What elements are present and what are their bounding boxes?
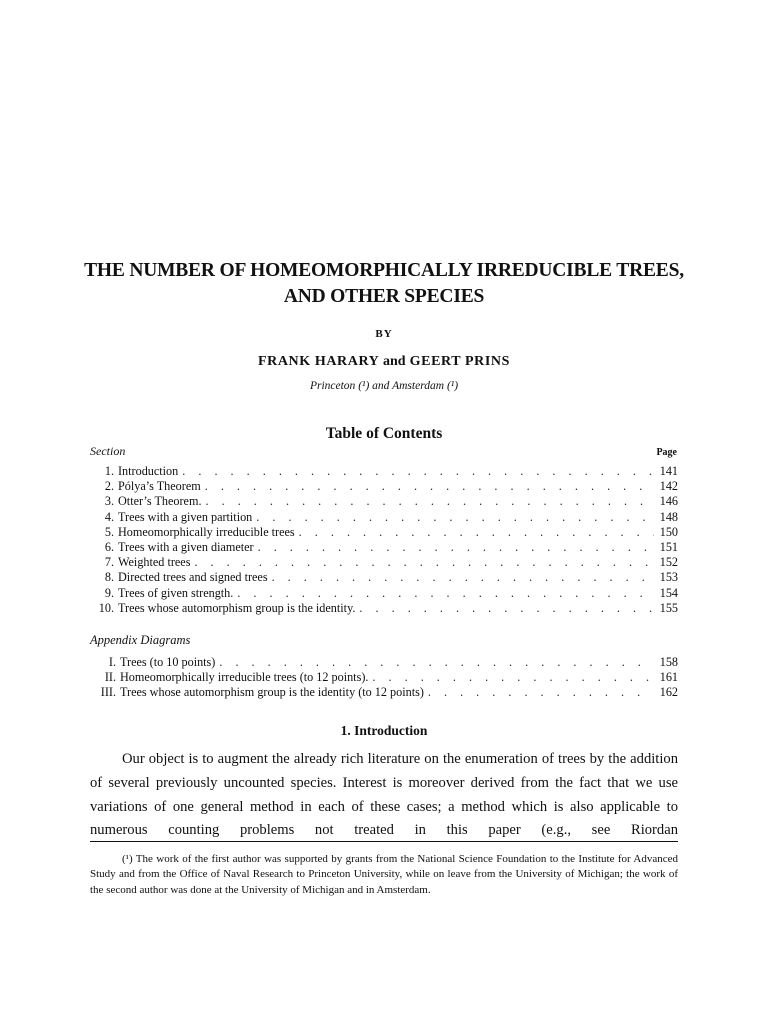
toc-dot-leader [355,601,654,616]
toc-entry-title: Pólya’s Theorem [118,479,201,494]
toc-entry [90,464,678,479]
toc-entry-title: Weighted trees [118,555,191,570]
authors [0,354,768,370]
toc-entry-title: Trees whose automorphism group is the identity (to 12 points) [120,685,424,700]
toc-entry-number: I. [108,655,116,669]
toc-heading: Table of Contents [325,425,443,442]
toc-entry-page: 148 [659,509,678,524]
toc-entry [90,685,678,700]
toc-entry-title: Homeomorphically irreducible trees [118,524,295,539]
appendix-label: Appendix Diagrams [90,633,191,647]
toc-entry-title: Introduction [118,464,179,478]
toc-entry-title: Directed trees and signed trees [118,570,268,585]
toc-entry-number: III. [100,685,116,700]
toc-entry-number: 7. [104,555,114,570]
toc-entry-number: 9. [104,585,114,600]
toc-entry-page: 162 [659,685,678,700]
toc-entry-page: 142 [659,479,678,494]
toc-entry-title: Trees (to 10 points) [120,655,216,669]
title-line-1: THE NUMBER OF HOMEOMORPHICALLY IRREDUCIBLE TREES, [84,260,684,281]
toc-dot-leader [201,479,654,494]
toc-entry-number: 1. [104,464,114,478]
toc-entry-number: 4. [104,509,114,524]
toc-entry-title: Trees with a given diameter [118,539,254,554]
toc-entry [90,586,678,601]
paper-title [60,258,708,310]
toc-dot-leader [215,655,654,670]
toc-entry-title: Homeomorphically irreducible trees (to 12 points). [120,670,369,685]
toc-appendix-list [90,655,678,701]
toc-entry-page: 155 [659,600,678,615]
introduction-body [90,748,678,843]
toc-dot-leader [254,540,654,555]
toc-dot-leader [233,586,654,601]
footnote-text: The work of the first author was supported by grants from the National Science Foundation to the Institute for Advanced Study and from the Office of Naval Research to Princeton University, while on leave from the University of Michigan; the work of the second author was done at the University of Michigan and in Amsterdam. [90,853,678,896]
toc-entry [90,655,678,670]
toc-entry-page: 152 [659,555,678,570]
toc-entry [90,540,678,555]
toc-entry-number: II. [104,670,116,685]
introduction-heading: 1. Introduction [340,723,428,738]
toc-entry-page: 153 [659,570,678,585]
footnote [90,852,678,898]
toc-entry [90,510,678,525]
footnote-marker: (¹) [122,853,133,865]
toc-entry-title: Trees with a given partition [118,509,253,524]
toc-dot-leader [424,685,654,700]
toc-entry [90,570,678,585]
toc-entry-number: 6. [104,539,114,554]
toc-dot-leader [202,494,655,509]
toc-dot-leader [268,570,654,585]
author-second: GEERT PRINS [409,354,511,369]
toc-dot-leader [295,525,654,540]
toc-entry [90,601,678,616]
author-and: and [382,354,406,369]
author-first: FRANK HARARY [257,354,379,369]
toc-section-label: Section [90,444,126,458]
toc-entry-page: 158 [659,655,678,669]
toc-entry [90,494,678,509]
toc-entry-page: 150 [659,524,678,539]
footnote-rule [90,841,678,842]
toc-entry-number: 5. [104,524,114,539]
toc-dot-leader [252,510,654,525]
toc-entry-title: Trees of given strength. [118,585,234,600]
affiliation-note-1: (¹) [358,380,370,392]
toc-entry-number: 3. [104,494,114,509]
affiliation-and: and [372,380,390,392]
toc-entry [90,670,678,685]
by-line: BY [375,328,393,340]
toc-entry-title: Trees whose automorphism group is the identity. [118,600,356,615]
toc-entry-page: 141 [659,464,678,478]
toc-dot-leader [178,464,654,479]
toc-dot-leader [368,670,654,685]
toc-entry-page: 154 [659,585,678,600]
toc-entry-page: 146 [659,494,678,509]
toc-sections-list [90,464,678,616]
affiliation [0,380,768,392]
toc-entry-title: Otter’s Theorem. [118,494,202,509]
affiliation-place-2: Amsterdam [392,380,445,392]
toc-entry [90,479,678,494]
affiliation-note-2: (¹) [446,380,459,392]
toc-entry-number: 2. [104,479,114,494]
toc-dot-leader [190,555,654,570]
toc-page-label: Page [656,447,677,458]
affiliation-place-1: Princeton [309,380,356,392]
toc-entry [90,525,678,540]
toc-entry-number: 8. [104,570,114,585]
toc-entry-number: 10. [98,600,114,615]
toc-entry-page: 151 [659,539,678,554]
introduction-paragraph: Our object is to augment the already rich literature on the enumeration of trees by the addition of several previously uncounted species. Interest is moreover derived from the fact that we use variations of one general method in each of these cases; a method which is also applicable to numerous counting problems not treated in this paper (e.g., see Riordan [90,751,678,839]
toc-entry [90,555,678,570]
toc-entry-page: 161 [659,670,678,685]
title-line-2: AND OTHER SPECIES [283,286,485,307]
